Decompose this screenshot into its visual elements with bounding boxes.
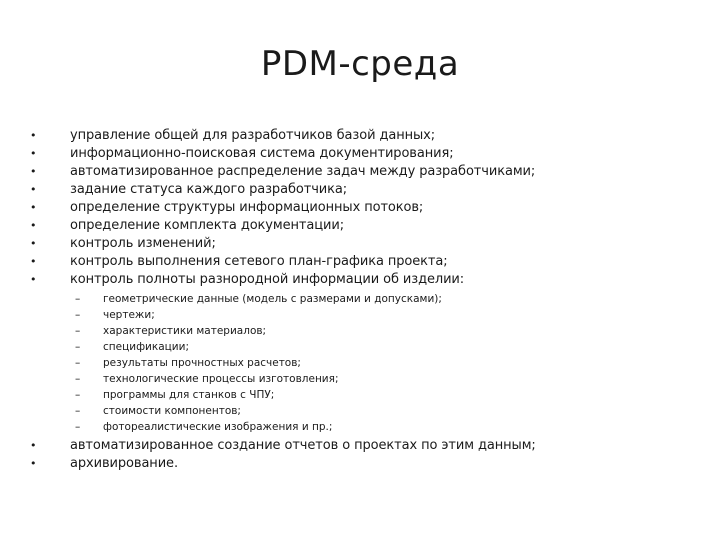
sub-list-item	[30, 419, 700, 435]
sub-list-item	[30, 387, 700, 403]
sub-list-item-text: фотореалистические изображения и пр.;	[103, 421, 333, 433]
list-item-text: задание статуса каждого разработчика;	[70, 182, 348, 197]
sub-list-item	[30, 371, 700, 387]
bullet-icon: •	[30, 183, 37, 196]
sub-list-item-text: характеристики материалов;	[103, 325, 267, 337]
sub-list-item-text: программы для станков с ЧПУ;	[103, 389, 275, 401]
sub-list-item	[30, 291, 700, 307]
bullet-icon: •	[30, 255, 37, 268]
list-item-text: архивирование.	[70, 456, 178, 471]
list-item-text: контроль изменений;	[70, 236, 216, 251]
dash-icon: –	[75, 421, 81, 433]
list-item	[30, 455, 700, 473]
list-item	[30, 127, 700, 145]
bullet-icon: •	[30, 165, 37, 178]
list-item-text: контроль полноты разнородной информации об изделии:	[70, 272, 465, 287]
list-item	[30, 235, 700, 253]
bullet-list	[30, 127, 700, 289]
dash-icon: –	[75, 293, 81, 305]
dash-icon: –	[75, 389, 81, 401]
bullet-icon: •	[30, 273, 37, 286]
sub-list-item-text: стоимости компонентов;	[103, 405, 241, 417]
list-item-text: контроль выполнения сетевого план-графика проекта;	[70, 254, 448, 269]
dash-icon: –	[75, 357, 81, 369]
sub-list-item-text: технологические процессы изготовления;	[103, 373, 339, 385]
sub-list-item-text: чертежи;	[103, 309, 155, 321]
bullet-icon: •	[30, 237, 37, 250]
sub-list-item	[30, 403, 700, 419]
list-item-text: автоматизированное создание отчетов о проектах по этим данным;	[70, 438, 536, 453]
list-item	[30, 217, 700, 235]
sub-list-item	[30, 355, 700, 371]
bullet-list-continued	[30, 437, 700, 473]
list-item-text: автоматизированное распределение задач между разработчиками;	[70, 164, 536, 179]
list-item	[30, 145, 700, 163]
list-item-text: управление общей для разработчиков базой данных;	[70, 128, 436, 143]
list-item-text: определение комплекта документации;	[70, 218, 344, 233]
slide-title: PDM-среда	[260, 44, 460, 84]
list-item	[30, 181, 700, 199]
list-item-text: информационно-поисковая система документирования;	[70, 146, 454, 161]
bullet-icon: •	[30, 457, 37, 470]
list-item	[30, 253, 700, 271]
dash-icon: –	[75, 373, 81, 385]
sub-list-item-text: спецификации;	[103, 341, 189, 353]
dash-icon: –	[75, 309, 81, 321]
bullet-icon: •	[30, 147, 37, 160]
dash-icon: –	[75, 325, 81, 337]
list-item	[30, 199, 700, 217]
sub-list-item	[30, 339, 700, 355]
dash-icon: –	[75, 405, 81, 417]
dash-icon: –	[75, 341, 81, 353]
bullet-icon: •	[30, 439, 37, 452]
slide-content	[30, 127, 700, 473]
sub-list-item-text: результаты прочностных расчетов;	[103, 357, 301, 369]
sub-list-item	[30, 323, 700, 339]
bullet-icon: •	[30, 201, 37, 214]
bullet-icon: •	[30, 219, 37, 232]
list-item	[30, 163, 700, 181]
list-item	[30, 437, 700, 455]
list-item	[30, 271, 700, 289]
sub-list-item	[30, 307, 700, 323]
bullet-icon: •	[30, 129, 37, 142]
sub-list	[30, 291, 700, 435]
sub-list-item-text: геометрические данные (модель с размерами и допусками);	[103, 293, 442, 305]
list-item-text: определение структуры информационных потоков;	[70, 200, 424, 215]
